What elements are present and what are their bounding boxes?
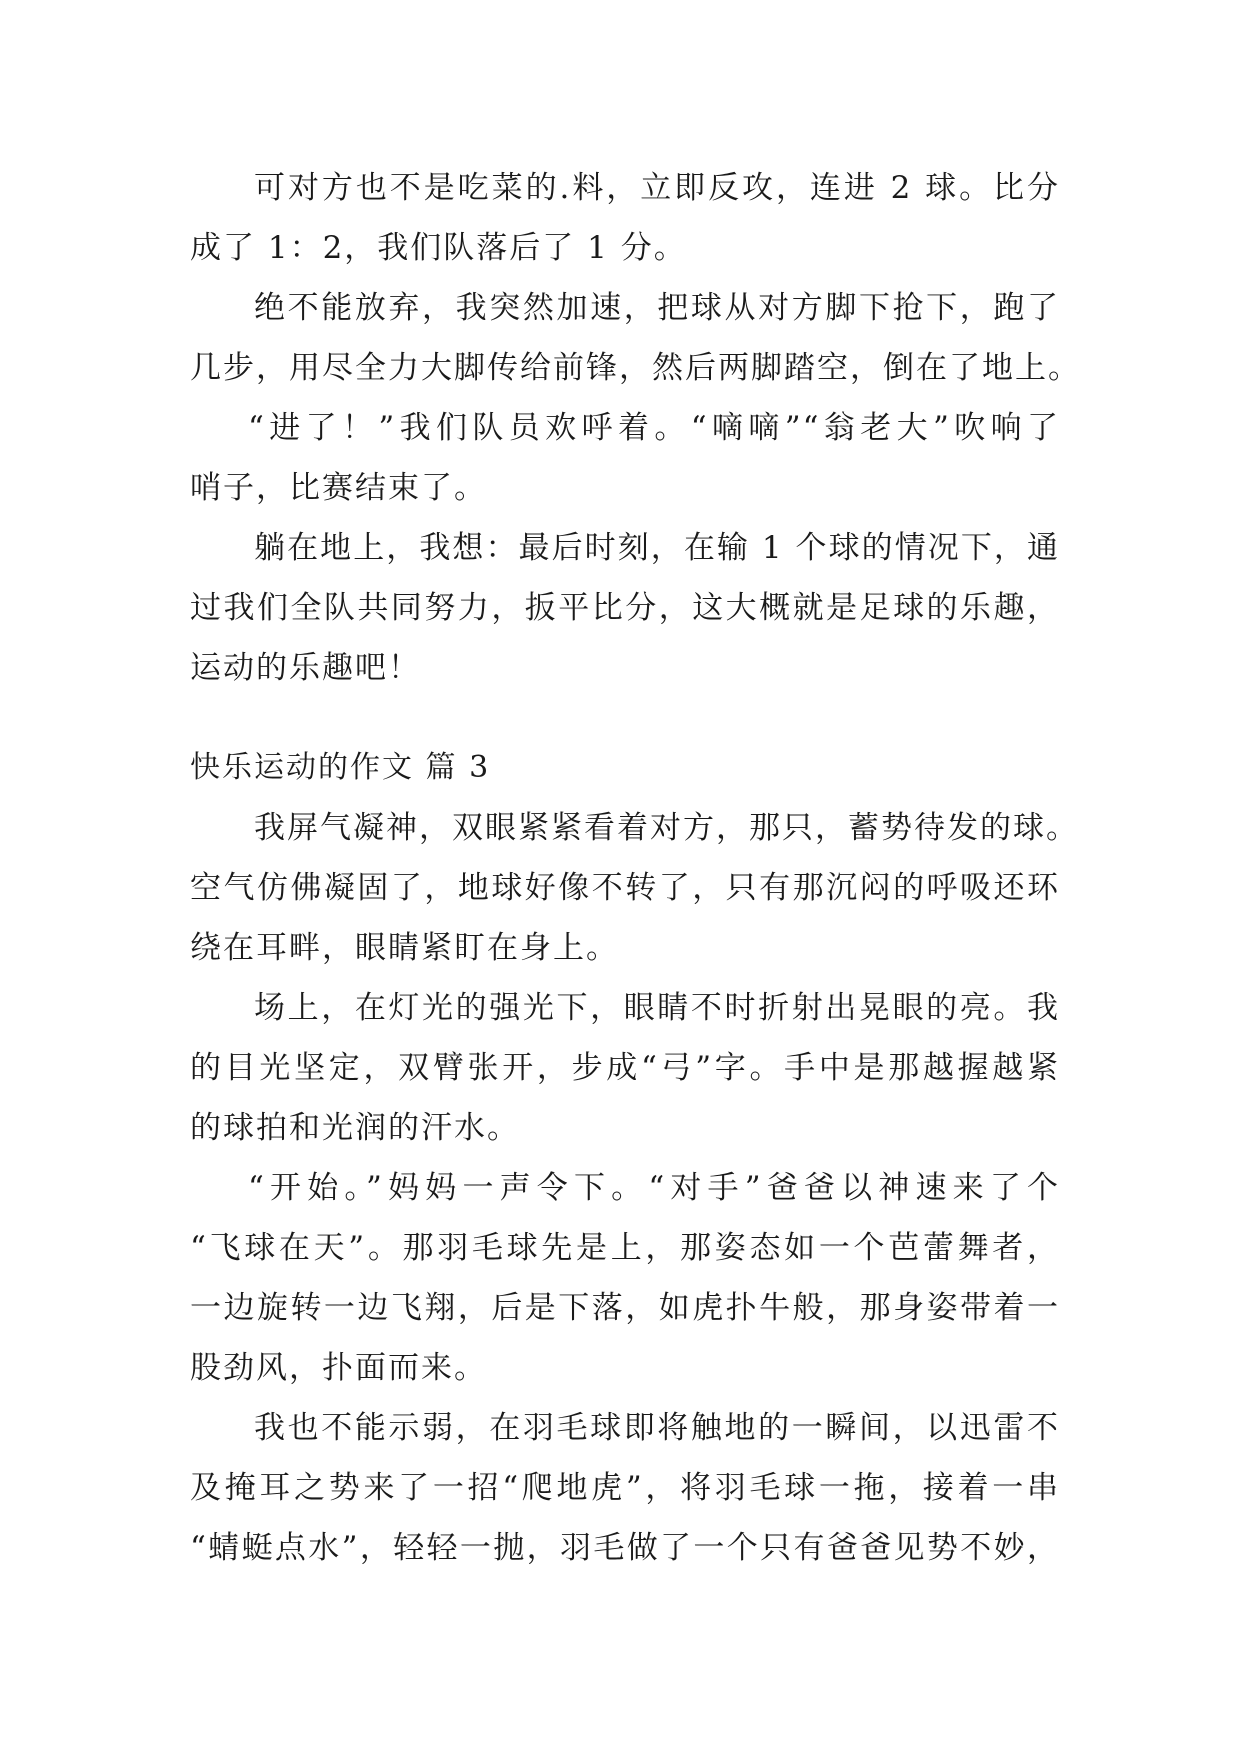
paragraph-line: “蜻蜓点水”，轻轻一抛，羽毛做了一个只有爸爸见势不妙， bbox=[190, 1530, 1060, 1566]
paragraph-line: 一边旋转一边飞翔，后是下落，如虎扑牛般，那身姿带着一 bbox=[190, 1290, 1060, 1326]
paragraph-line: 哨子，比赛结束了。 bbox=[190, 470, 487, 506]
paragraph-line: “进了！”我们队员欢呼着。“嘀嘀”“翁老大”吹响了 bbox=[248, 410, 1060, 446]
paragraph-line: 过我们全队共同努力，扳平比分，这大概就是足球的乐趣， bbox=[190, 590, 1060, 626]
paragraph-line: 成了 1：2，我们队落后了 1 分。 bbox=[190, 230, 687, 266]
paragraph-line: 我也不能示弱，在羽毛球即将触地的一瞬间，以迅雷不 bbox=[254, 1410, 1060, 1446]
paragraph-line: 空气仿佛凝固了，地球好像不转了，只有那沉闷的呼吸还环 bbox=[190, 870, 1060, 906]
section-heading: 快乐运动的作文 篇 3 bbox=[190, 750, 491, 785]
paragraph-line: 的球拍和光润的汗水。 bbox=[190, 1110, 520, 1146]
paragraph-line: 场上，在灯光的强光下，眼睛不时折射出晃眼的亮。我 bbox=[254, 990, 1060, 1026]
paragraph-line: 运动的乐趣吧！ bbox=[190, 650, 421, 686]
paragraph-line: 躺在地上，我想：最后时刻，在输 1 个球的情况下，通 bbox=[254, 530, 1060, 566]
paragraph-line: 绝不能放弃，我突然加速，把球从对方脚下抢下，跑了 bbox=[254, 290, 1060, 326]
paragraph-line: 几步，用尽全力大脚传给前锋，然后两脚踏空，倒在了地上。 bbox=[190, 350, 1081, 386]
paragraph-line: 的目光坚定，双臂张开，步成“弓”字。手中是那越握越紧 bbox=[190, 1050, 1060, 1086]
paragraph-line: “开始。”妈妈一声令下。“对手”爸爸以神速来了个 bbox=[248, 1170, 1060, 1206]
paragraph-line: 绕在耳畔，眼睛紧盯在身上。 bbox=[190, 930, 619, 966]
paragraph-line: 我屏气凝神，双眼紧紧看着对方，那只，蓄势待发的球。 bbox=[254, 810, 1079, 846]
paragraph-line: 及掩耳之势来了一招“爬地虎”，将羽毛球一拖，接着一串 bbox=[190, 1470, 1060, 1506]
paragraph-line: 股劲风，扑面而来。 bbox=[190, 1350, 487, 1386]
paragraph-line: “飞球在天”。那羽毛球先是上，那姿态如一个芭蕾舞者， bbox=[190, 1230, 1060, 1266]
paragraph-line: 可对方也不是吃菜的.料，立即反攻，连进 2 球。比分 bbox=[254, 170, 1060, 206]
